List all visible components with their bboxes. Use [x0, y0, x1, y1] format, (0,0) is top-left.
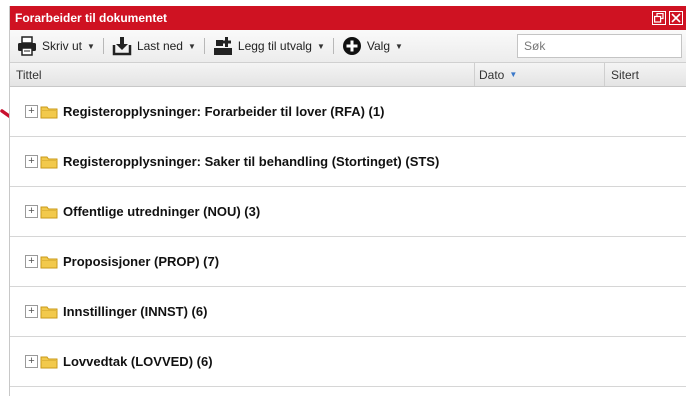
chevron-down-icon: ▼ [187, 41, 196, 51]
chevron-down-icon: ▼ [395, 41, 403, 51]
plus-expander-icon[interactable]: + [25, 105, 38, 118]
plus-expander-icon[interactable]: + [25, 355, 38, 368]
plus-expander-icon[interactable]: + [25, 155, 38, 168]
toolbar-divider [204, 38, 205, 54]
sort-descending-icon: ▼ [509, 70, 518, 79]
column-header-cited[interactable] [604, 63, 686, 86]
add-to-selection-button[interactable] [210, 34, 328, 58]
restore-window-icon[interactable] [652, 11, 666, 25]
table-header [10, 63, 686, 87]
download-icon [112, 36, 132, 56]
folder-icon [40, 105, 58, 119]
folder-row-label: Offentlige utredninger (NOU) (3) [63, 204, 261, 219]
folder-list [10, 87, 686, 387]
panel-title: Forarbeider til dokumentet [15, 11, 168, 25]
folder-row-label: Registeropplysninger: Saker til behandling (Stortinget) (STS) [63, 154, 440, 169]
folder-row-label: Registeropplysninger: Forarbeider til lover (RFA) (1) [63, 104, 385, 119]
folder-row[interactable] [10, 137, 686, 187]
column-header-date-label: Dato [479, 67, 505, 82]
documents-panel [9, 6, 686, 396]
folder-row[interactable] [10, 287, 686, 337]
toolbar-divider [103, 38, 104, 54]
chevron-down-icon: ▼ [87, 41, 95, 51]
toolbar [10, 30, 686, 63]
download-button[interactable] [109, 34, 199, 58]
add-to-selection-label: Legg til utvalg [237, 39, 312, 53]
search-input[interactable] [517, 34, 682, 58]
plus-expander-icon[interactable]: + [25, 205, 38, 218]
add-to-selection-icon [213, 36, 233, 56]
folder-icon [40, 305, 58, 319]
plus-circle-icon [342, 36, 362, 56]
folder-icon [40, 355, 58, 369]
print-button[interactable] [14, 34, 98, 58]
folder-icon [40, 205, 58, 219]
folder-row-label: Innstillinger (INNST) (6) [63, 304, 208, 319]
column-header-cited-label: Sitert [611, 67, 640, 82]
printer-icon [17, 36, 37, 56]
folder-row[interactable] [10, 87, 686, 137]
toolbar-divider [333, 38, 334, 54]
column-header-title-label: Tittel [16, 67, 42, 82]
options-button[interactable] [339, 34, 406, 58]
plus-expander-icon[interactable]: + [25, 255, 38, 268]
column-header-date[interactable] [474, 63, 604, 86]
column-header-title[interactable] [10, 63, 474, 86]
folder-row[interactable] [10, 337, 686, 387]
close-icon[interactable] [669, 11, 683, 25]
folder-icon [40, 155, 58, 169]
panel-titlebar [10, 6, 686, 30]
folder-row[interactable] [10, 237, 686, 287]
folder-row-label: Lovvedtak (LOVVED) (6) [63, 354, 213, 369]
chevron-down-icon: ▼ [316, 41, 325, 51]
plus-expander-icon[interactable]: + [25, 305, 38, 318]
folder-icon [40, 255, 58, 269]
folder-row-label: Proposisjoner (PROP) (7) [63, 254, 220, 269]
print-label: Skriv ut [42, 39, 83, 53]
folder-row[interactable] [10, 187, 686, 237]
download-label: Last ned [136, 39, 183, 53]
options-label: Valg [366, 39, 391, 53]
